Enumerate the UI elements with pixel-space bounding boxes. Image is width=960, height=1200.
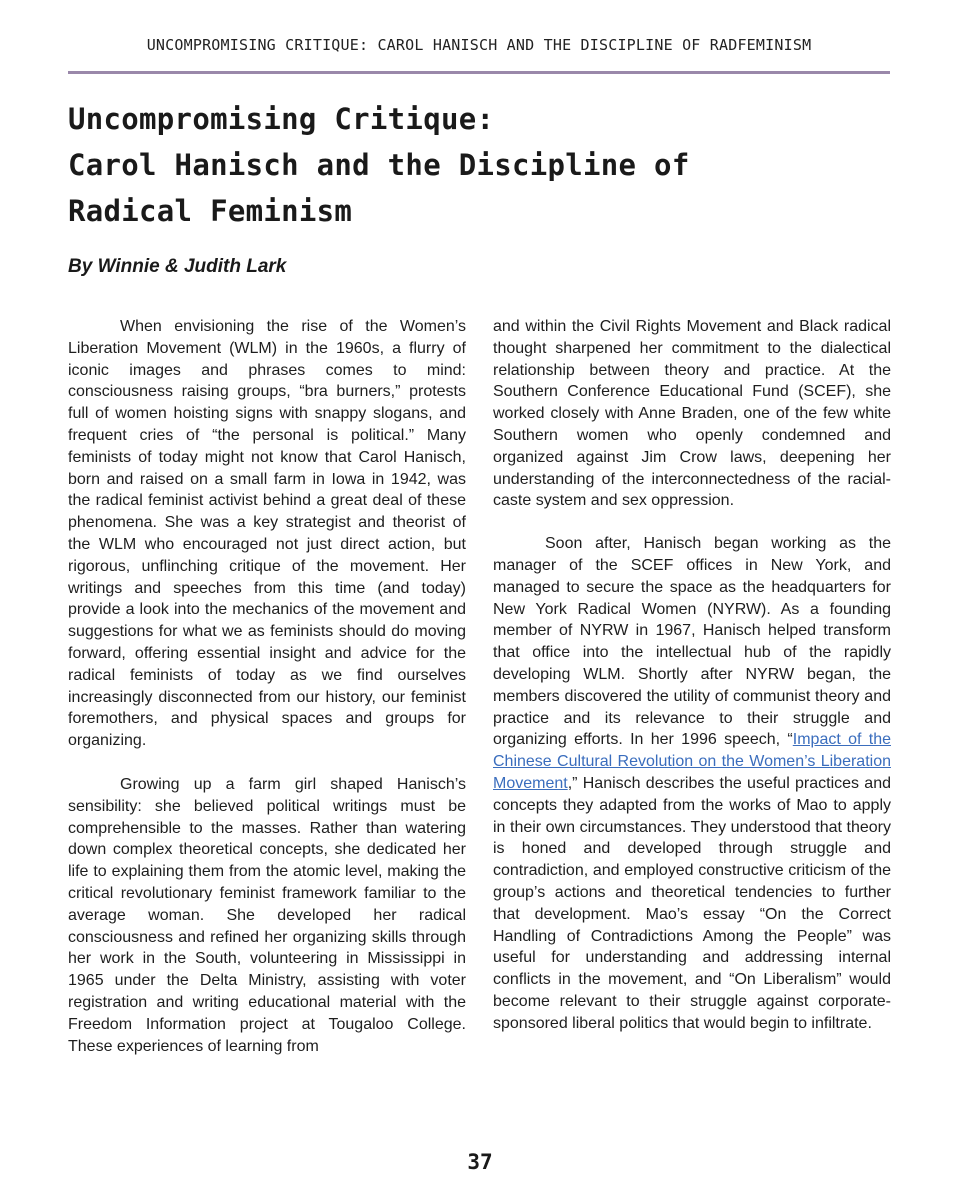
paragraph: and within the Civil Rights Movement and Black radical thought sharpened her commitment to the dialectical relationship between theory and practice. At the Southern Conference Educational Fund (SCEF), she worked closely with Anne Braden, one of the few white Southern women who openly condemned and organized against Jim Crow laws, deepening her understanding of the interconnectedness of the racial-caste system and sex oppression. [493,318,891,510]
paragraph-text: ,” Hanisch describes the useful practices and concepts they adapted from the works of Mao to apply in their own circumstances. They understood that theory is honed and developed through struggle and contradiction, and employed constructive criticism of the group’s actions and theoretical tendencies to further that development. Mao’s essay “On the Correct Handling of Contradictions Among the People” was useful for understanding and addressing internal conflicts in the movement, and “On Liberalism” would become relevant to their struggle against corporate-sponsored liberal politics that would begin to infiltrate. [493,774,891,1032]
title-line-1: Uncompromising Critique: [68,102,495,136]
title-line-2: Carol Hanisch and the Discipline of [68,148,690,182]
paragraph: Growing up a farm girl shaped Hanisch’s sensibility: she believed political writings must be comprehensible to the masses. Rather than watering down complex theoretical concepts, she dedicated her life to explaining them from the atomic level, making the critical revolutionary feminist framework familiar to the average woman. She developed her radical consciousness and refined her organizing skills through her work in the South, volunteering in Mississippi in 1965 under the Delta Ministry, assisting with voter registration and writing educational material with the Freedom Information project at Tougaloo College. These experiences of learning from [68,775,466,1055]
header-divider [68,71,890,74]
running-header: UNCOMPROMISING CRITIQUE: CAROL HANISCH AND THE DISCIPLINE OF RADFEMINISM [146,36,812,54]
paragraph [493,533,891,1034]
byline: By Winnie & Judith Lark [68,256,287,277]
paragraph-text: Soon after, Hanisch began working as the manager of the SCEF offices in New York, and managed to secure the space as the headquarters for New York Radical Women (NYRW). As a founding member of NYRW in 1967, Hanisch helped transform that office into the intellectual hub of the rapidly developing WLM. Shortly after NYRW began, the members discovered the utility of communist theory and practice and its relevance to their struggle and organizing efforts. In her 1996 speech, “ [493,535,891,749]
article-title [68,96,890,234]
right-column [493,316,891,1035]
page-number: 37 [467,1150,493,1174]
left-column [68,316,466,1057]
speech-link[interactable]: Impact of the Chinese Cultural Revolution on the Women’s Liberation Movement [493,731,891,792]
paragraph: When envisioning the rise of the Women’s Liberation Movement (WLM) in the 1960s, a flurry of iconic images and phrases comes to mind: consciousness raising groups, “bra burners,” protests full of women hoisting signs with snappy slogans, and frequent cries of “the personal is political.” Many feminists of today might not know that Carol Hanisch, born and raised on a small farm in Iowa in 1942, was the radical feminist activist behind a great deal of these phenomena. She was a key strategist and theorist of the WLM who encouraged not just direct action, but rigorous, unflinching critique of the movement. Her writings and speeches from this time (and today) provide a look into the mechanics of the movement and suggestions for what we as feminists should do moving forward, offering essential insight and advice for the radical feminists of today as we find ourselves increasingly disconnected from our history, our feminist foremothers, and physical spaces and groups for organizing. [68,318,466,750]
title-line-3: Radical Feminism [68,194,353,228]
